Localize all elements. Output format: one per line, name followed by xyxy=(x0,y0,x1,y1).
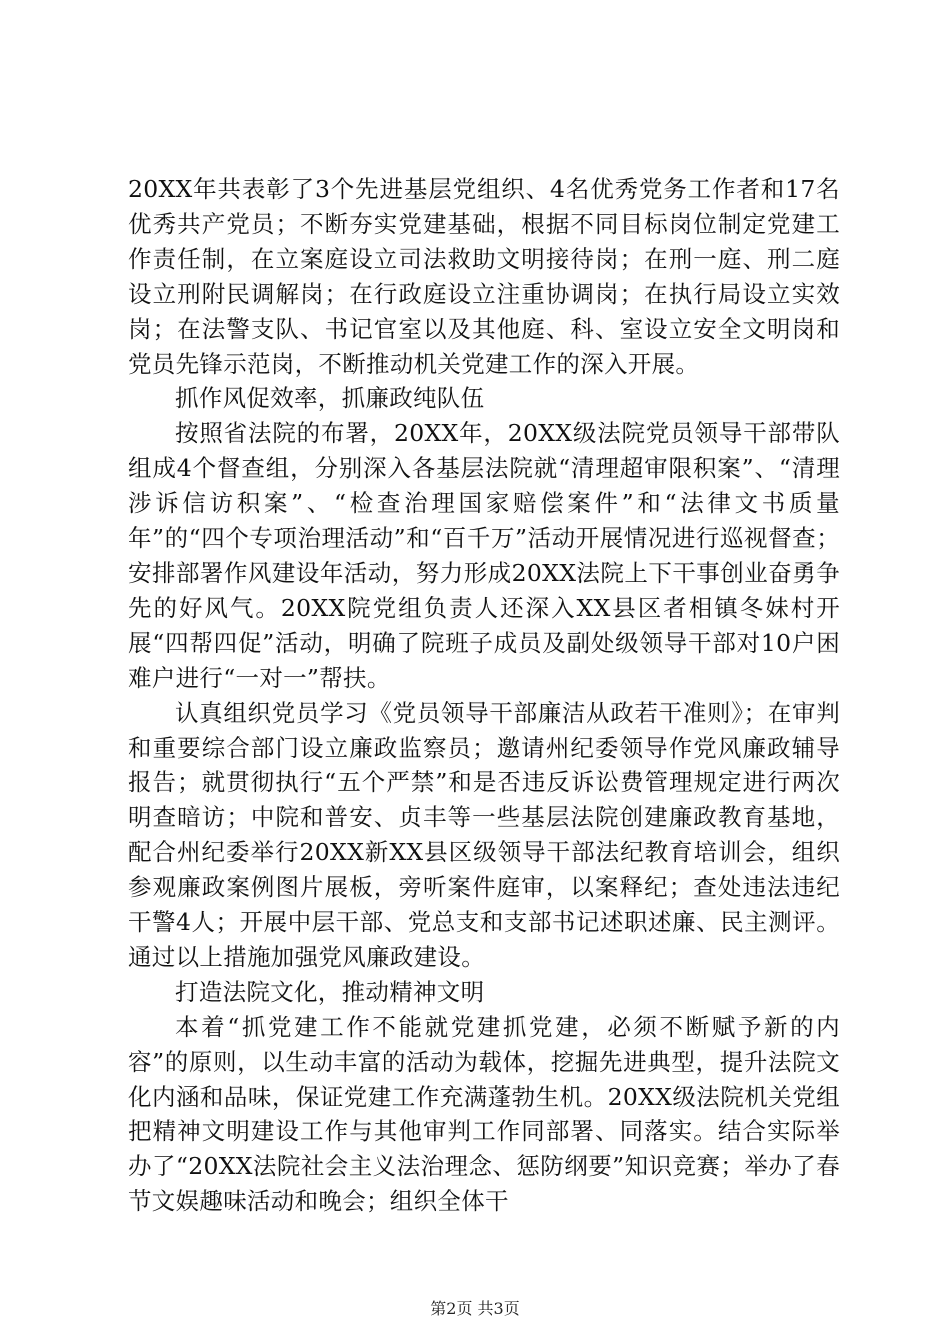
body-paragraph-3: 认真组织党员学习《党员领导干部廉洁从政若干准则》；在审判和重要综合部门设立廉政监察员；邀请州纪委领导作党风廉政辅导报告；就贯彻执行“五个严禁”和是否违反诉讼费管理规定进行两次明查暗访；中院和普安、贞丰等一些基层法院创建廉政教育基地，配合州纪委举行20XX新XX县区级领导干部法纪教育培训会，组织参观廉政案例图片展板，旁听案件庭审，以案释纪；查处违法违纪干警4人；开展中层干部、党总支和支部书记述职述廉、民主测评。通过以上措施加强党风廉政建设。 xyxy=(128,698,840,971)
body-paragraph-4: 本着“抓党建工作不能就党建抓党建，必须不断赋予新的内容”的原则，以生动丰富的活动为载体，挖掘先进典型，提升法院文化内涵和品味，保证党建工作充满蓬勃生机。20XX级法院机关党组把精神文明建设工作与其他审判工作同部署、同落实。结合实际举办了“20XX法院社会主义法治理念、惩防纲要”知识竞赛；举办了春节文娱趣味活动和晚会；组织全体干 xyxy=(128,1012,840,1216)
document-body xyxy=(128,172,840,1219)
section-heading-style: 抓作风促效率，抓廉政纯队伍 xyxy=(175,384,485,413)
body-paragraph-1: 20XX年共表彰了3个先进基层党组织、4名优秀党务工作者和17名优秀共产党员；不断夯实党建基础，根据不同目标岗位制定党建工作责任制，在立案庭设立司法救助文明接待岗；在刑一庭、刑二庭设立刑附民调解岗；在行政庭设立注重协调岗；在执行局设立实效岗；在法警支队、书记官室以及其他庭、科、室设立安全文明岗和党员先锋示范岗，不断推动机关党建工作的深入开展。 xyxy=(128,175,840,378)
body-paragraph-2: 按照省法院的布署，20XX年，20XX级法院党员领导干部带队组成4个督查组，分别深入各基层法院就“清理超审限积案”、“清理涉诉信访积案”、“检查治理国家赔偿案件”和“法律文书质量年”的“四个专项治理活动”和“百千万”活动开展情况进行巡视督查；安排部署作风建设年活动，努力形成20XX法院上下干事创业奋勇争先的好风气。20XX院党组负责人还深入XX县区者相镇冬妹村开展“四帮四促”活动，明确了院班子成员及副处级领导干部对10户困难户进行“一对一”帮扶。 xyxy=(128,419,840,692)
section-heading-culture: 打造法院文化，推动精神文明 xyxy=(175,977,485,1006)
page-number-footer: 第2页 共3页 xyxy=(430,1299,520,1318)
